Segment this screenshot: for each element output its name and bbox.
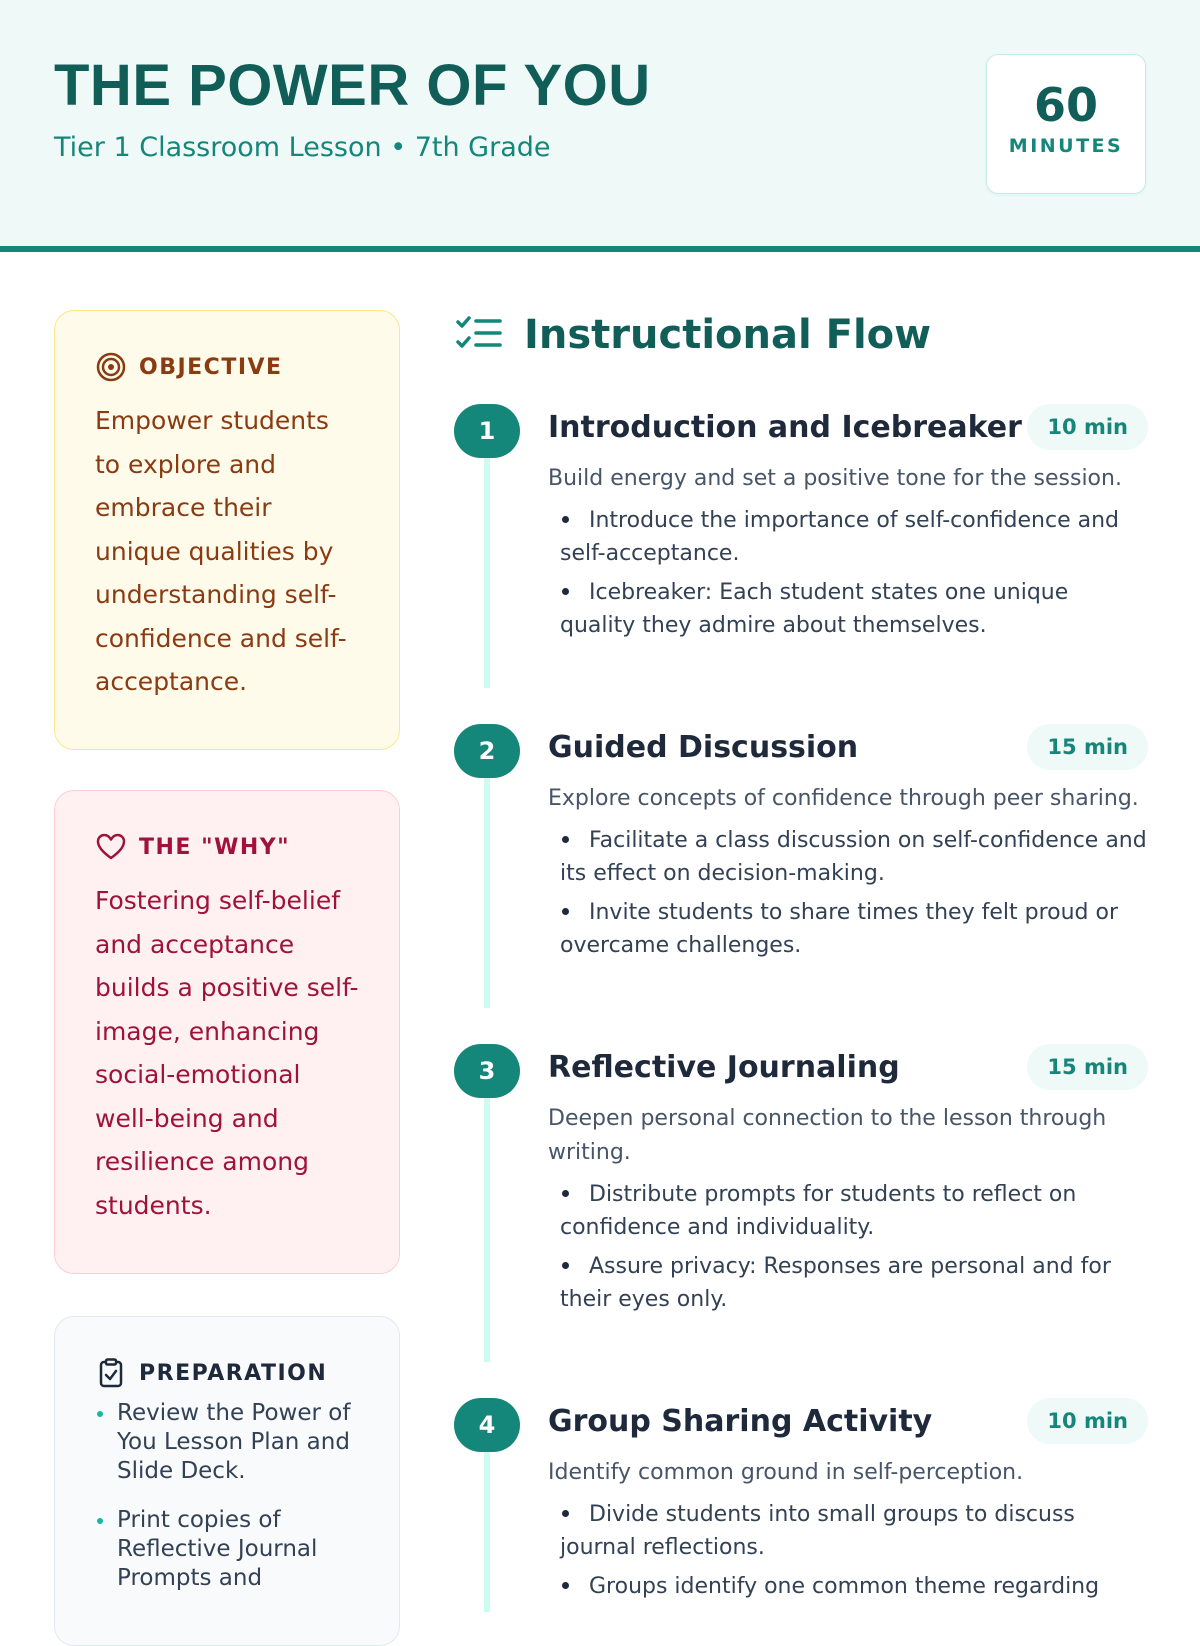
step-bullet-list — [560, 504, 1148, 648]
duration-badge — [986, 54, 1146, 194]
step-bullet-list — [560, 1498, 1148, 1609]
why-text: Fostering self-belief and acceptance builds a positive self-image, enhancing social-emotional well-being and resilience among students. — [95, 886, 359, 1220]
objective-heading-row — [95, 351, 359, 383]
step-number: 3 — [454, 1044, 520, 1098]
step-time-badge: 10 min — [1027, 404, 1148, 450]
step-bullet-list — [560, 824, 1148, 968]
preparation-list — [95, 1399, 359, 1593]
step-description: Identify common ground in self-perception. — [548, 1460, 1024, 1485]
preparation-item: Review the Power of You Lesson Plan and Slide Deck. — [95, 1399, 359, 1486]
objective-heading: OBJECTIVE — [139, 354, 283, 380]
step-description: Deepen personal connection to the lesson through writing. — [548, 1106, 1107, 1165]
flow-title: Instructional Flow — [524, 312, 932, 358]
step-bullet: Assure privacy: Responses are personal and for their eyes only. — [560, 1254, 1111, 1312]
timeline-line — [484, 778, 490, 1008]
step-title: Introduction and Icebreaker — [548, 410, 1022, 445]
step-bullet: Facilitate a class discussion on self-confidence and its effect on decision-making. — [560, 828, 1147, 886]
step-description: Explore concepts of confidence through peer sharing. — [548, 786, 1139, 811]
step-bullet: Distribute prompts for students to reflect on confidence and individuality. — [560, 1182, 1077, 1240]
step-bullet: Invite students to share times they felt proud or overcame challenges. — [560, 900, 1119, 958]
step-time-badge: 15 min — [1027, 1044, 1148, 1090]
preparation-heading: PREPARATION — [139, 1360, 328, 1386]
step-description: Build energy and set a positive tone for the session. — [548, 466, 1122, 491]
page-title: THE POWER OF YOU — [54, 53, 651, 118]
step-bullet-list — [560, 1178, 1148, 1322]
timeline-line — [484, 1098, 490, 1362]
timeline-line — [484, 1452, 490, 1612]
why-card — [54, 790, 400, 1274]
objective-card — [54, 310, 400, 750]
preparation-item: Print copies of Reflective Journal Prompts and — [95, 1506, 359, 1593]
checklist-icon — [456, 315, 504, 355]
objective-text: Empower students to explore and embrace their unique qualities by understanding self-confidence and self-acceptance. — [95, 406, 347, 696]
step-title: Reflective Journaling — [548, 1050, 900, 1085]
lesson-header — [0, 0, 1200, 252]
target-icon — [95, 351, 127, 383]
duration-label: MINUTES — [1008, 135, 1124, 157]
why-heading: THE "WHY" — [139, 834, 291, 860]
step-bullet: Introduce the importance of self-confidence and self-acceptance. — [560, 508, 1119, 566]
step-time-badge: 10 min — [1027, 1398, 1148, 1444]
timeline-line — [484, 458, 490, 688]
why-heading-row — [95, 831, 359, 863]
page-subtitle: Tier 1 Classroom Lesson • 7th Grade — [54, 132, 551, 163]
step-title: Guided Discussion — [548, 730, 859, 765]
step-bullet: Divide students into small groups to discuss journal reflections. — [560, 1502, 1075, 1560]
step-bullet: Icebreaker: Each student states one unique quality they admire about themselves. — [560, 580, 1069, 638]
step-title: Group Sharing Activity — [548, 1404, 933, 1439]
preparation-card — [54, 1316, 400, 1646]
preparation-heading-row — [95, 1357, 359, 1389]
heart-icon — [95, 831, 127, 863]
step-number: 4 — [454, 1398, 520, 1452]
step-bullet: Groups identify one common theme regarding — [560, 1570, 1148, 1603]
step-number: 1 — [454, 404, 520, 458]
clipboard-check-icon — [95, 1357, 127, 1389]
duration-number: 60 — [1033, 78, 1098, 132]
step-time-badge: 15 min — [1027, 724, 1148, 770]
instructional-flow-header — [456, 312, 931, 358]
step-number: 2 — [454, 724, 520, 778]
